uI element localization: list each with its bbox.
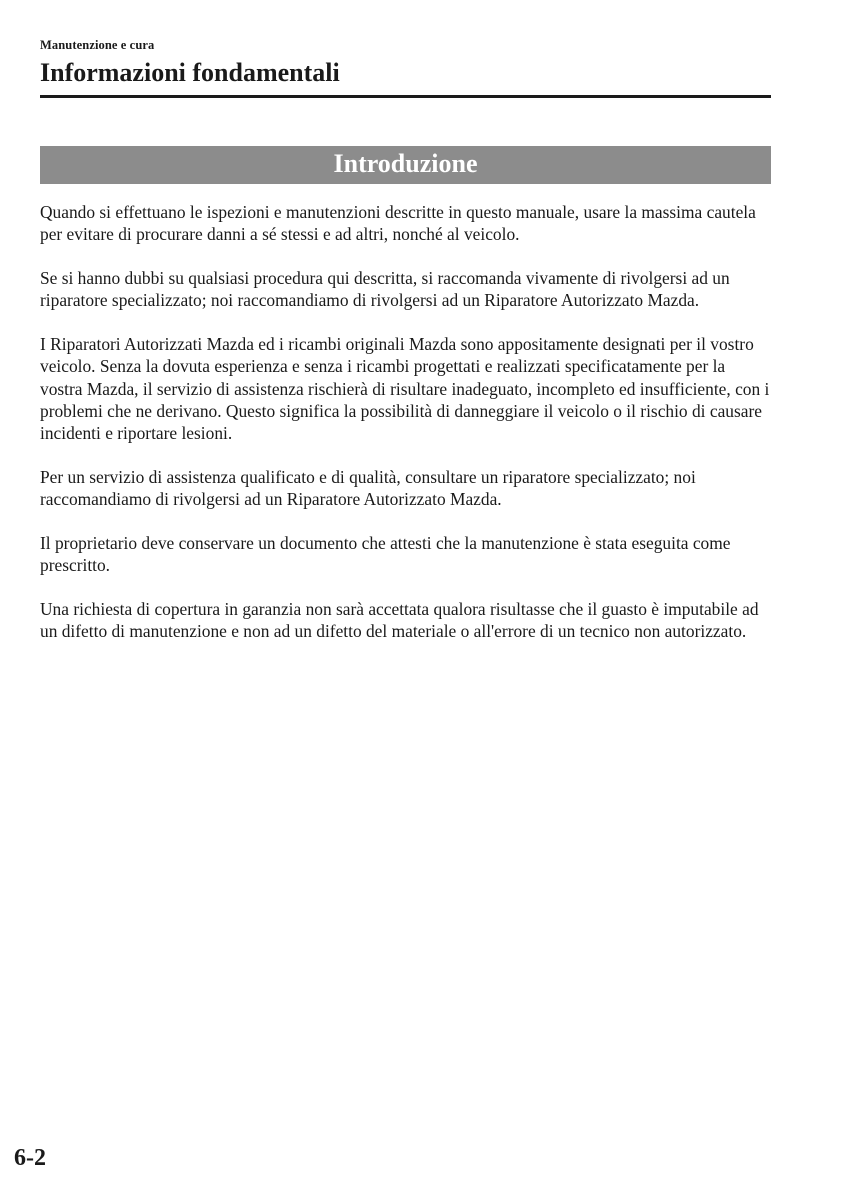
paragraph: Quando si effettuano le ispezioni e manutenzioni descritte in questo manuale, usare la massima cautela per evitare di procurare danni a sé stessi e ad altri, nonché al veicolo. <box>40 202 756 245</box>
section-heading-banner: Introduzione <box>40 146 771 184</box>
page-title: Informazioni fondamentali <box>40 58 340 87</box>
title-divider <box>40 95 771 98</box>
paragraph: Per un servizio di assistenza qualificato e di qualità, consultare un riparatore specializzato; noi raccomandiamo di rivolgersi ad un Riparatore Autorizzato Mazda. <box>40 466 696 509</box>
section-label: Manutenzione e cura <box>40 38 155 52</box>
paragraph: I Riparatori Autorizzati Mazda ed i ricambi originali Mazda sono appositamente designati per il vostro veicolo. Senza la dovuta esperienza e senza i ricambi progettati e realizzati specificatamente per la vostra Mazda, il servizio di assistenza rischierà di risultare inadeguato, incompleto ed insufficiente, con i problemi che ne derivano. Questo significa la possibilità di danneggiare il veicolo o il rischio di causare incidenti e riportare lesioni. <box>40 334 770 443</box>
paragraph: Se si hanno dubbi su qualsiasi procedura qui descritta, si raccomanda vivamente di rivolgersi ad un riparatore specializzato; noi raccomandiamo di rivolgersi ad un Riparatore Autorizzato Mazda. <box>40 268 730 311</box>
paragraph: Il proprietario deve conservare un documento che attesti che la manutenzione è stata eseguita come prescritto. <box>40 533 731 576</box>
body-text <box>40 201 771 664</box>
paragraph: Una richiesta di copertura in garanzia non sarà accettata qualora risultasse che il guasto è imputabile ad un difetto di manutenzione e non ad un difetto del materiale o all'errore di un tecnico non autorizzato. <box>40 599 759 642</box>
page-number: 6-2 <box>14 1145 46 1171</box>
